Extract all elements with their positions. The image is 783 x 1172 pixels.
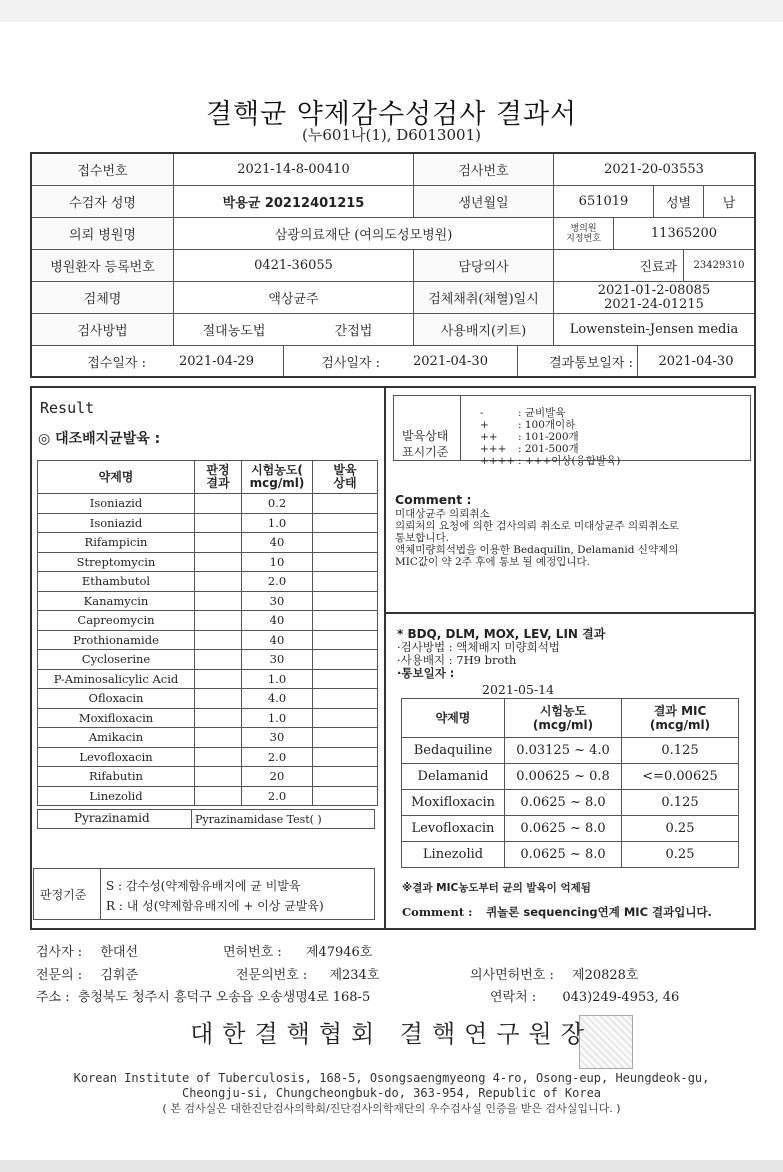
specialist-name: 김휘준 <box>100 968 139 983</box>
inspector-label: 검사자 : <box>36 945 83 960</box>
growth-cell <box>313 689 378 709</box>
table-row <box>38 552 378 572</box>
table-row <box>38 786 378 806</box>
concentration-cell: 2.0 <box>242 572 313 592</box>
concentration-cell: 30 <box>242 728 313 748</box>
concentration-cell: 40 <box>242 533 313 553</box>
row-dates <box>32 346 754 376</box>
growth-meaning: : 100개이하 <box>518 419 576 431</box>
growth-meaning: : 101-200개 <box>518 431 579 443</box>
growth-cell <box>313 650 378 670</box>
drug-name: Amikacin <box>38 728 195 748</box>
media: Lowenstein-Jensen media <box>569 322 739 337</box>
report-date: 2021-04-30 <box>658 353 734 369</box>
row-method <box>32 314 754 346</box>
growth-cell <box>313 747 378 767</box>
result-divider-vertical <box>384 386 386 930</box>
mic-table-header <box>402 699 739 738</box>
receipt-no-label: 접수번호 <box>32 154 174 185</box>
table-row <box>38 708 378 728</box>
growth-cell <box>313 630 378 650</box>
concentration-cell: 20 <box>242 767 313 787</box>
doc-license-label: 의사면허번호 : <box>470 968 554 983</box>
comment-section <box>395 494 745 568</box>
mic-col-result-label: 결과 MIC (mcg/ml) <box>649 704 711 732</box>
bdq-report-date: 2021-05-14 <box>482 682 555 697</box>
concentration-cell: 2.0 <box>242 786 313 806</box>
table-row <box>38 494 378 514</box>
col-judgement <box>195 461 242 494</box>
collect-datetime <box>554 282 754 313</box>
result-divider-horizontal <box>384 612 756 614</box>
top-bar <box>0 0 783 22</box>
organization-english <box>0 1071 783 1116</box>
birth-date: 651019 <box>554 186 654 217</box>
mic-table-body <box>402 738 739 868</box>
table-row <box>402 816 739 842</box>
inspector-name: 한대선 <box>100 945 139 960</box>
media-label: 사용배지(키트) <box>414 314 554 345</box>
test-no: 2021-20-03553 <box>604 162 704 177</box>
drug-name: Kanamycin <box>38 591 195 611</box>
bdq-section <box>397 628 605 696</box>
drug-name: Streptomycin <box>38 552 195 572</box>
row-patient <box>32 186 754 218</box>
footer-address <box>36 986 370 1005</box>
mic-drug: Moxifloxacin <box>402 790 505 816</box>
concentration-cell: 1.0 <box>242 669 313 689</box>
col-growth-label: 발육 상태 <box>333 463 357 490</box>
mic-range: 0.0625 ~ 8.0 <box>505 790 622 816</box>
growth-symbol: ++ <box>480 431 498 443</box>
bdq-method: ·검사방법 : 액체배지 미량희석법 <box>397 640 560 654</box>
test-date-label: 검사일자 : <box>321 355 380 371</box>
eng-line-1: Korean Institute of Tuberculosis, 168-5, Osongsaengmyeong 4-ro, Osong-eup, Heungdeok-gu, <box>73 1071 710 1085</box>
drug-name: Prothionamide <box>38 630 195 650</box>
growth-legend <box>393 395 751 467</box>
judgement-cell <box>195 669 242 689</box>
table-row <box>402 842 739 868</box>
hosp-code-label-cell <box>554 218 614 249</box>
mic-col-drug: 약제명 <box>402 699 505 738</box>
concentration-cell: 40 <box>242 630 313 650</box>
table-row <box>38 767 378 787</box>
specialist-label: 전문의 : <box>36 968 83 983</box>
drug-name: Levofloxacin <box>38 747 195 767</box>
contact-label: 연락처 : <box>490 990 537 1005</box>
table-row <box>38 513 378 533</box>
collect-label: 검체채취(채혈)일시 <box>414 282 554 313</box>
bdq-media: ·사용배지 : 7H9 broth <box>397 653 517 667</box>
hosp-code-label: 병의원 지정번호 <box>566 223 601 244</box>
growth-cell <box>313 611 378 631</box>
growth-label-1: 발육상태 <box>402 429 449 443</box>
judgement-cell <box>195 552 242 572</box>
dept-code: 23429310 <box>693 260 745 271</box>
hosp-code: 11365200 <box>650 226 718 241</box>
concentration-cell: 30 <box>242 650 313 670</box>
growth-cell <box>313 786 378 806</box>
table-row <box>38 669 378 689</box>
table-row <box>38 611 378 631</box>
drug-name: Rifampicin <box>38 533 195 553</box>
concentration-cell: 1.0 <box>242 708 313 728</box>
collect-line-2: 2021-24-01215 <box>604 296 704 312</box>
table-row <box>402 790 739 816</box>
reg-no: 0421-36055 <box>174 250 414 281</box>
growth-legend-item <box>480 455 620 467</box>
drug-table-body <box>38 494 378 806</box>
col-concentration-label: 시험농도( mcg/ml) <box>249 463 305 490</box>
growth-legend-item <box>480 443 620 455</box>
judgement-cell <box>195 689 242 709</box>
spec-no: 제234호 <box>329 968 380 983</box>
drug-susceptibility-table <box>37 460 378 806</box>
mic-range: 0.0625 ~ 8.0 <box>505 816 622 842</box>
mic-drug: Linezolid <box>402 842 505 868</box>
drug-name: Ethambutol <box>38 572 195 592</box>
growth-legend-label <box>402 428 448 460</box>
growth-items <box>480 407 620 467</box>
table-row <box>38 572 378 592</box>
mic-col-range <box>505 699 622 738</box>
growth-symbol: ++++ <box>480 455 516 467</box>
growth-symbol: - <box>480 407 484 419</box>
judgement-cell <box>195 533 242 553</box>
judgement-cell <box>195 747 242 767</box>
address-label: 주소 : <box>36 990 70 1005</box>
row-hospital <box>32 218 754 250</box>
comment-line: 통보합니다. <box>395 532 450 544</box>
growth-cell <box>313 728 378 748</box>
recv-date: 2021-04-29 <box>150 346 284 376</box>
judgement-s: S : 감수성(약제함유배지에 균 비발육 <box>106 879 301 893</box>
concentration-cell: 40 <box>242 611 313 631</box>
sex-label: 성별 <box>654 186 704 217</box>
drug-name: Cycloserine <box>38 650 195 670</box>
table-row <box>38 630 378 650</box>
judgement-cell <box>195 650 242 670</box>
test-date: 2021-04-30 <box>384 346 518 376</box>
growth-cell <box>313 572 378 592</box>
drug-name: Capreomycin <box>38 611 195 631</box>
spec-no-label: 전문의번호 : <box>236 968 308 983</box>
comment-line: MIC값이 약 2주 후에 통보 될 예정입니다. <box>395 556 590 568</box>
judgement-cell <box>195 494 242 514</box>
growth-cell <box>313 669 378 689</box>
judgement-cell <box>195 591 242 611</box>
col-drug: 약제명 <box>38 461 195 494</box>
document-subtitle: (누601나(1), D6013001) <box>302 126 481 144</box>
eng-line-2: Cheongju-si, Chungcheongbuk-do, 363-954, Republic of Korea <box>181 1086 602 1100</box>
method-1: 절대농도법 <box>202 324 266 339</box>
table-row <box>38 747 378 767</box>
drug-name: Rifabutin <box>38 767 195 787</box>
specimen: 액상균주 <box>174 282 414 313</box>
mic-note: ※결과 MIC농도부터 균의 발육이 억제됨 <box>402 882 591 894</box>
growth-cell <box>313 552 378 572</box>
report-date-label: 결과통보일자 : <box>518 346 638 376</box>
drug-table-header <box>38 461 378 494</box>
bdq-report-label: ·통보일자 : <box>397 666 455 680</box>
judgement-cell <box>195 572 242 592</box>
growth-symbol: + <box>480 419 489 431</box>
table-row <box>402 764 739 790</box>
growth-cell <box>313 767 378 787</box>
footer-inspector <box>36 941 138 960</box>
judgement-cell <box>195 708 242 728</box>
judgement-cell <box>195 728 242 748</box>
judgement-cell <box>195 786 242 806</box>
concentration-cell: 30 <box>242 591 313 611</box>
concentration-cell: 4.0 <box>242 689 313 709</box>
mic-result: 0.125 <box>622 790 739 816</box>
table-row <box>38 533 378 553</box>
growth-symbol: +++ <box>480 443 507 455</box>
pza-row <box>37 809 375 829</box>
mic-col-range-label: 시험농도 (mcg/ml) <box>532 704 594 732</box>
drug-name: Isoniazid <box>38 513 195 533</box>
sex: 남 <box>722 196 736 211</box>
growth-legend-item <box>480 431 620 443</box>
mic-drug: Delamanid <box>402 764 505 790</box>
mic-col-result <box>622 699 739 738</box>
patient-info-table <box>30 152 756 378</box>
judgement-criteria <box>33 868 375 920</box>
growth-cell <box>313 533 378 553</box>
certification-note: ( 본 검사실은 대한진단검사의학회/진단검사의학재단의 우수검사실 인증을 받은 검사실입니다. ) <box>162 1102 621 1115</box>
result-title: Result <box>40 399 95 417</box>
col-judgement-label: 판정 결과 <box>206 463 230 490</box>
mic-result: 0.125 <box>622 738 739 764</box>
growth-meaning: : +++이상(융합발육) <box>518 455 621 467</box>
table-row <box>38 650 378 670</box>
mic-result: 0.25 <box>622 816 739 842</box>
pza-drug: Pyrazinamid <box>74 811 150 825</box>
contact: 043)249-4953, 46 <box>562 990 680 1005</box>
hospital-label: 의뢰 병원명 <box>32 218 174 249</box>
col-growth <box>313 461 378 494</box>
footer-specialist-no <box>236 964 379 983</box>
footer-doc-license <box>470 964 639 983</box>
growth-cell <box>313 513 378 533</box>
license-no: 제47946호 <box>305 945 373 960</box>
growth-cell <box>313 494 378 514</box>
address: 충청북도 청주시 흥덕구 오송읍 오송생명4로 168-5 <box>77 990 371 1005</box>
row-receipt <box>32 154 754 186</box>
footer-contact <box>490 986 679 1005</box>
concentration-cell: 2.0 <box>242 747 313 767</box>
concentration-cell: 10 <box>242 552 313 572</box>
hospital-name: 삼광의료재단 (여의도성모병원) <box>174 218 554 249</box>
footer-license <box>223 941 372 960</box>
document-title: 결핵균 약제감수성검사 결과서 <box>205 99 578 130</box>
drug-name: Moxifloxacin <box>38 708 195 728</box>
growth-label-2: 표시기준 <box>402 445 449 459</box>
mic-range: 0.00625 ~ 0.8 <box>505 764 622 790</box>
mic-comment-text: 퀴놀론 sequencing연계 MIC 결과입니다. <box>486 905 712 919</box>
mic-comment-label: Comment : <box>402 905 473 919</box>
patient-label: 수검자 성명 <box>32 186 174 217</box>
concentration-cell: 1.0 <box>242 513 313 533</box>
comment-line: 미대상균주 의뢰취소 <box>395 508 490 520</box>
test-no-label: 검사번호 <box>414 154 554 185</box>
comment-line: 의뢰처의 요청에 의한 검사의뢰 취소로 미대상균주 의뢰취소로 <box>395 520 679 532</box>
growth-legend-item <box>480 419 620 431</box>
pza-test: Pyrazinamidase Test( ) <box>195 813 322 826</box>
mic-range: 0.0625 ~ 8.0 <box>505 842 622 868</box>
specimen-label: 검체명 <box>32 282 174 313</box>
collect-line-1: 2021-01-2-08085 <box>597 282 711 298</box>
col-concentration <box>242 461 313 494</box>
doctor-label: 담당의사 <box>414 250 554 281</box>
drug-name: Linezolid <box>38 786 195 806</box>
judgement-cell <box>195 630 242 650</box>
comment-line: 액체미량희석법을 이용한 Bedaquilin, Delamanid 신약제의 <box>395 544 679 556</box>
row-specimen <box>32 282 754 314</box>
recv-date-label: 접수일자 : <box>87 355 146 371</box>
row-registration <box>32 250 754 282</box>
mic-result: 0.25 <box>622 842 739 868</box>
organization-name: 대한결핵협회 결핵연구원장 <box>190 1020 593 1048</box>
drug-name: P-Aminosalicylic Acid <box>38 669 195 689</box>
table-row <box>38 728 378 748</box>
doc-license: 제20828호 <box>572 968 639 983</box>
reg-no-label: 병원환자 등록번호 <box>32 250 174 281</box>
judgement-label: 판정기준 <box>40 888 87 902</box>
growth-cell <box>313 708 378 728</box>
judgement-cell <box>195 611 242 631</box>
patient-name: 박용균 20212401215 <box>174 186 414 217</box>
comment-lines <box>395 508 745 568</box>
bottom-bar <box>0 1160 783 1172</box>
mic-comment <box>402 904 712 920</box>
receipt-no: 2021-14-8-00410 <box>174 154 414 185</box>
table-row <box>38 591 378 611</box>
dept-label: 진료과 <box>554 250 684 281</box>
growth-meaning: : 균비발육 <box>518 407 566 419</box>
growth-cell <box>313 591 378 611</box>
judgement-r: R : 내 성(약제함유배지에 + 이상 균발육) <box>106 899 324 913</box>
mic-range: 0.03125 ~ 4.0 <box>505 738 622 764</box>
judgement-cell <box>195 513 242 533</box>
control-growth-label: ◎ 대조배지균발육 : <box>38 431 161 447</box>
license-label: 면허번호 : <box>223 945 282 960</box>
method-2: 간접법 <box>294 314 414 345</box>
judgement-cell <box>195 767 242 787</box>
drug-name: Ofloxacin <box>38 689 195 709</box>
mic-result: <=0.00625 <box>622 764 739 790</box>
mic-table <box>401 698 739 868</box>
table-row <box>38 689 378 709</box>
bdq-title: * BDQ, DLM, MOX, LEV, LIN 결과 <box>397 627 606 641</box>
table-row <box>402 738 739 764</box>
footer-specialist <box>36 964 138 983</box>
mic-drug: Levofloxacin <box>402 816 505 842</box>
mic-drug: Bedaquiline <box>402 738 505 764</box>
drug-name: Isoniazid <box>38 494 195 514</box>
concentration-cell: 0.2 <box>242 494 313 514</box>
birth-label: 생년월일 <box>414 186 554 217</box>
growth-meaning: : 201-500개 <box>518 443 579 455</box>
comment-label: Comment : <box>395 492 472 507</box>
method-label: 검사방법 <box>32 314 174 345</box>
growth-legend-item <box>480 407 620 419</box>
